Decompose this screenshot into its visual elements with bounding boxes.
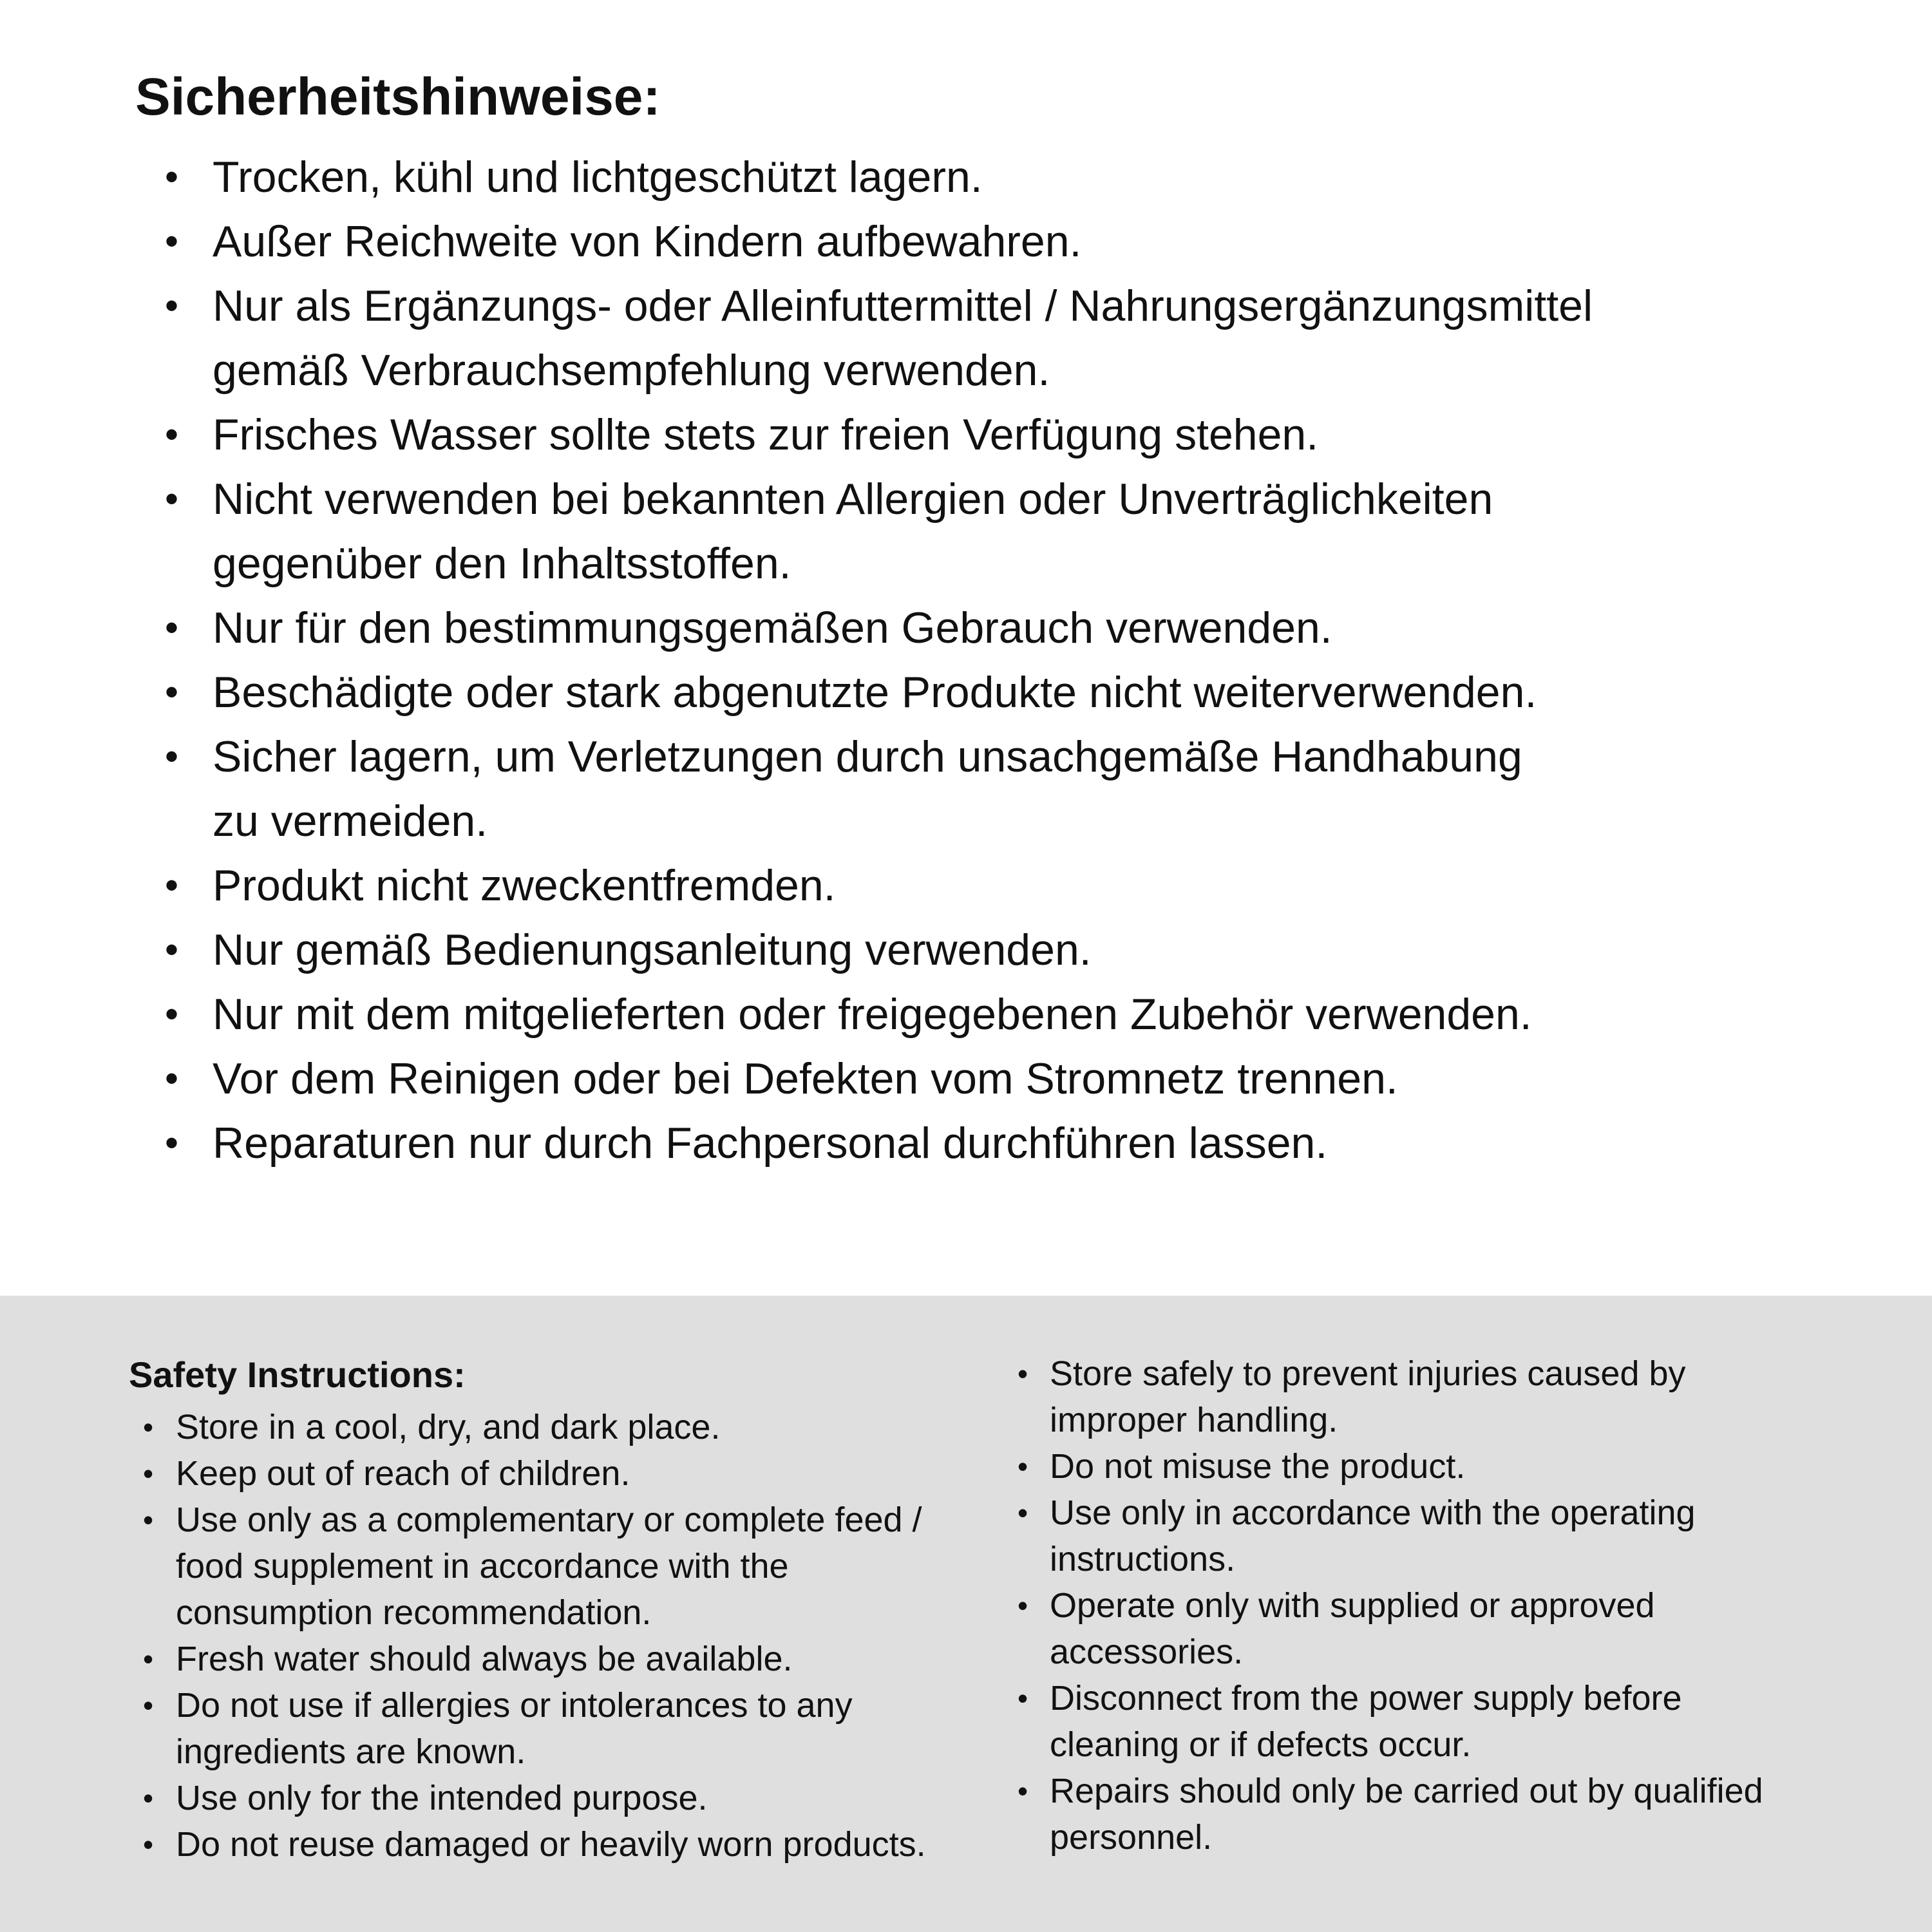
english-right-column: [0, 1350, 1932, 1861]
list-item: [0, 402, 1932, 467]
bullet-dot-icon: •: [165, 992, 179, 1036]
bullet-dot-icon: •: [1018, 1357, 1028, 1390]
list-item-text: zu vermeiden.: [213, 797, 488, 846]
bullet-dot-icon: •: [165, 413, 179, 456]
list-item-text: accessories.: [1050, 1633, 1244, 1671]
bullet-dot-icon: •: [165, 1121, 179, 1164]
list-item-text: Vor dem Reinigen oder bei Defekten vom Stromnetz trennen.: [213, 1054, 1398, 1103]
list-item: [0, 918, 1932, 982]
list-item-text: Operate only with supplied or approved: [1050, 1586, 1655, 1625]
bullet-dot-icon: •: [143, 1781, 154, 1815]
list-item-continuation: [0, 1397, 1932, 1443]
list-item: [0, 1675, 1932, 1721]
list-item: [0, 145, 1932, 209]
list-item-text: Reparaturen nur durch Fachpersonal durchführen lassen.: [213, 1119, 1328, 1168]
list-item-text: Store safely to prevent injuries caused by: [1050, 1354, 1686, 1393]
list-item-text: Nicht verwenden bei bekannten Allergien oder Unverträglichkeiten: [213, 475, 1493, 524]
list-item-text: Disconnect from the power supply before: [1050, 1679, 1682, 1718]
list-item: [0, 1111, 1932, 1175]
list-item-continuation: [0, 1721, 1932, 1768]
list-item-text: Use only in accordance with the operating: [1050, 1493, 1696, 1532]
bullet-dot-icon: •: [165, 1057, 179, 1100]
list-item-continuation: [0, 1629, 1932, 1675]
list-item-text: improper handling.: [1050, 1401, 1338, 1439]
list-item: [0, 982, 1932, 1046]
german-bullet-list: [0, 145, 1932, 1175]
list-item-text: Keep out of reach of children.: [176, 1454, 630, 1493]
list-item: [0, 1768, 1932, 1814]
list-item-continuation: [0, 1536, 1932, 1582]
list-item-text: food supplement in accordance with the: [176, 1547, 789, 1586]
german-section-title: Sicherheitshinweise:: [135, 68, 661, 126]
list-item: [0, 1046, 1932, 1111]
list-item-text: personnel.: [1050, 1818, 1213, 1857]
bullet-dot-icon: •: [165, 606, 179, 649]
list-item-text: Nur mit dem mitgelieferten oder freigegebenen Zubehör verwenden.: [213, 990, 1532, 1039]
list-item-text: gegenüber den Inhaltsstoffen.: [213, 539, 791, 588]
list-item-text: Nur gemäß Bedienungsanleitung verwenden.: [213, 925, 1092, 974]
list-item: [0, 596, 1932, 660]
list-item-text: Außer Reichweite von Kindern aufbewahren.: [213, 217, 1082, 266]
list-item: [0, 1490, 1932, 1536]
list-item-text: Store in a cool, dry, and dark place.: [176, 1408, 721, 1446]
list-item: [0, 724, 1932, 789]
bullet-dot-icon: •: [165, 864, 179, 907]
bullet-dot-icon: •: [1018, 1450, 1028, 1483]
list-item-text: Sicher lagern, um Verletzungen durch unsachgemäße Handhabung: [213, 732, 1522, 781]
bullet-dot-icon: •: [1018, 1681, 1028, 1715]
list-item-text: instructions.: [1050, 1540, 1236, 1578]
list-item-text: Do not use if allergies or intolerances to any: [176, 1686, 853, 1725]
bullet-dot-icon: •: [143, 1689, 154, 1722]
list-item-text: Nur als Ergänzungs- oder Alleinfuttermittel / Nahrungsergänzungsmittel: [213, 281, 1593, 330]
list-item-text: cleaning or if defects occur.: [1050, 1725, 1472, 1764]
list-item: [0, 274, 1932, 338]
list-item: [0, 467, 1932, 531]
bullet-dot-icon: •: [165, 284, 179, 327]
bullet-dot-icon: •: [165, 155, 179, 198]
list-item-continuation: [0, 1814, 1932, 1861]
bullet-dot-icon: •: [165, 735, 179, 778]
list-item-text: ingredients are known.: [176, 1732, 526, 1771]
list-item-continuation: [0, 531, 1932, 596]
bullet-dot-icon: •: [1018, 1496, 1028, 1530]
list-item: [0, 209, 1932, 274]
english-section-title: Safety Instructions:: [129, 1354, 466, 1395]
list-item: [0, 1443, 1932, 1490]
list-item-text: gemäß Verbrauchsempfehlung verwenden.: [213, 346, 1050, 395]
list-item: [0, 660, 1932, 724]
bullet-dot-icon: •: [143, 1457, 154, 1490]
bullet-dot-icon: •: [1018, 1774, 1028, 1808]
bullet-dot-icon: •: [165, 220, 179, 263]
list-item-text: Produkt nicht zweckentfremden.: [213, 861, 836, 910]
list-item-continuation: [0, 789, 1932, 853]
bullet-dot-icon: •: [143, 1410, 154, 1444]
list-item: [0, 853, 1932, 918]
bullet-dot-icon: •: [165, 928, 179, 971]
bullet-dot-icon: •: [165, 477, 179, 520]
bullet-dot-icon: •: [1018, 1589, 1028, 1622]
bullet-dot-icon: •: [143, 1642, 154, 1676]
bullet-dot-icon: •: [165, 670, 179, 714]
list-item-text: Do not misuse the product.: [1050, 1447, 1466, 1486]
list-item-text: consumption recommendation.: [176, 1593, 652, 1632]
list-item-text: Use only as a complementary or complete feed /: [176, 1501, 922, 1539]
list-item-text: Beschädigte oder stark abgenutzte Produkte nicht weiterverwenden.: [213, 668, 1537, 717]
list-item-text: Trocken, kühl und lichtgeschützt lagern.: [213, 153, 983, 202]
bullet-dot-icon: •: [143, 1503, 154, 1537]
list-item-continuation: [0, 338, 1932, 402]
list-item-text: Nur für den bestimmungsgemäßen Gebrauch verwenden.: [213, 603, 1332, 652]
list-item: [0, 1582, 1932, 1629]
list-item-text: Fresh water should always be available.: [176, 1640, 793, 1678]
list-item-text: Use only for the intended purpose.: [176, 1779, 708, 1817]
bullet-dot-icon: •: [143, 1828, 154, 1861]
list-item-text: Frisches Wasser sollte stets zur freien Verfügung stehen.: [213, 410, 1319, 459]
list-item-text: Repairs should only be carried out by qualified: [1050, 1772, 1763, 1810]
list-item-text: Do not reuse damaged or heavily worn products.: [176, 1825, 926, 1864]
list-item: [0, 1350, 1932, 1397]
